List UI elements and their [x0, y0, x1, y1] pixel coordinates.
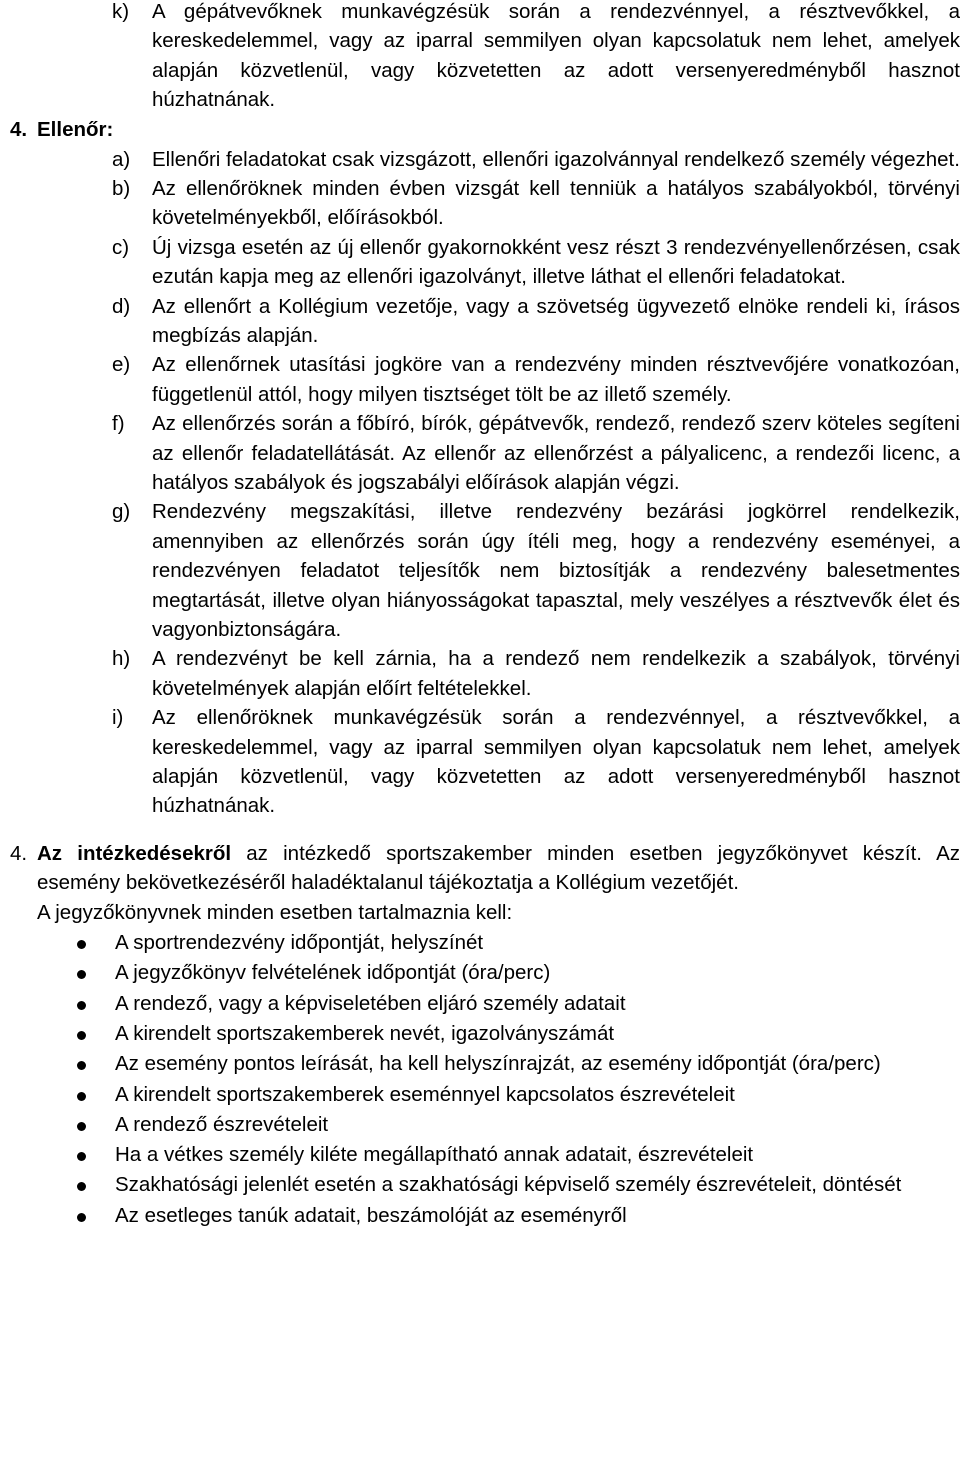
section-number: 4.	[10, 841, 28, 865]
list-item-text: Az ellenőrzés során a főbíró, bírók, gépátvevők, rendező, rendező szerv köteles segíteni az ellenőr feladatellátását. Az ellenőr az ellenőrzést a pályalicenc, a rendezői licenc, a hatályos szabályok és jogszabályi előírások alapján végzi.	[152, 412, 960, 494]
bullet-text: A sportrendezvény időpontját, helyszínét	[115, 931, 484, 955]
bullet-item	[0, 1019, 960, 1049]
list-item-label: a)	[112, 147, 131, 171]
section-number: 4.	[10, 117, 28, 141]
list-item-e	[0, 350, 960, 409]
bullet-text: Ha a vétkes személy kiléte megállapítható annak adatait, észrevételeit	[115, 1143, 754, 1167]
bullet-item	[0, 1110, 960, 1140]
list-item-text: Az ellenőrnek utasítási jogköre van a rendezvény minden résztvevőjére vonatkozóan, függetlenül attól, hogy milyen tisztséget tölt be az illető személy.	[152, 353, 960, 406]
list-item-text: Az ellenőrt a Kollégium vezetője, vagy a szövetség ügyvezető elnöke rendeli ki, írásos megbízás alapján.	[152, 294, 960, 347]
bullet-text: A kirendelt sportszakemberek eseménnyel kapcsolatos észrevételeit	[115, 1082, 735, 1106]
bullet-icon	[77, 1182, 86, 1191]
bullet-icon	[77, 1001, 86, 1010]
bullet-item	[0, 1201, 960, 1231]
bullet-icon	[77, 1092, 86, 1101]
bullet-item	[0, 928, 960, 958]
bullet-icon	[77, 970, 86, 979]
list-item-k	[0, 0, 960, 115]
bullet-icon	[77, 1213, 86, 1222]
bullet-item	[0, 1140, 960, 1170]
list-item-d	[0, 292, 960, 351]
list-item-g	[0, 497, 960, 644]
list-item-label: d)	[112, 294, 131, 318]
bullet-icon	[77, 940, 86, 949]
bullet-item	[0, 989, 960, 1019]
ellenor-lettered-list	[0, 145, 960, 821]
list-item-label: i)	[112, 706, 124, 730]
paragraph-text: az intézkedő sportszakember minden esetben jegyzőkönyvet készít. Az esemény bekövetkezéséről haladéktalanul tájékoztatja a Kollégium vezetőjét.	[37, 841, 960, 895]
bold-lead: Az intézkedésekről	[37, 841, 232, 865]
list-item-text: Az ellenőröknek minden évben vizsgát kell tenniük a hatályos szabályokból, törvényi követelményekből, előírásokból.	[152, 176, 960, 230]
bullet-icon	[77, 1061, 86, 1070]
intezkedesek-section	[0, 839, 960, 1231]
bullet-item	[0, 1049, 960, 1079]
list-item-i	[0, 703, 960, 821]
list-item-f	[0, 409, 960, 497]
bullet-text: Szakhatósági jelenlét esetén a szakhatósági képviselő személy észrevételeit, döntését	[115, 1173, 902, 1197]
bullet-text: A rendező, vagy a képviseletében eljáró személy adatait	[115, 991, 626, 1015]
intezkedesek-paragraph	[0, 839, 960, 898]
bullets-intro: A jegyzőkönyvnek minden esetben tartalmaznia kell:	[37, 900, 513, 924]
section-heading-ellenor	[0, 115, 960, 144]
list-item-text: Ellenőri feladatokat csak vizsgázott, ellenőri igazolvánnyal rendelkező személy végezhet.	[152, 147, 960, 171]
bullet-icon	[77, 1152, 86, 1161]
list-item-label: b)	[112, 176, 131, 200]
bullet-text: A jegyzőkönyv felvételének időpontját (óra/perc)	[115, 961, 551, 985]
list-item-text: A rendezvényt be kell zárnia, ha a rendező nem rendelkezik a szabályok, törvényi követelmények alapján előírt feltételekkel.	[152, 647, 960, 700]
list-item-c	[0, 233, 960, 292]
list-item-a	[0, 145, 960, 174]
list-item-h	[0, 644, 960, 703]
list-item-label: f)	[112, 412, 125, 436]
list-item-label: k)	[112, 0, 130, 23]
list-item-label: e)	[112, 353, 131, 377]
bullet-icon	[77, 1122, 86, 1131]
list-item-label: c)	[112, 235, 130, 259]
jegyzokonyv-bullet-list	[0, 928, 960, 1231]
bullet-text: A rendező észrevételeit	[115, 1112, 329, 1136]
list-item-label: g)	[112, 500, 131, 524]
bullet-text: A kirendelt sportszakemberek nevét, igazolványszámát	[115, 1021, 615, 1045]
bullet-item	[0, 958, 960, 988]
top-lettered-list	[0, 0, 960, 115]
bullet-item	[0, 1080, 960, 1110]
list-item-text: Az ellenőröknek munkavégzésük során a rendezvénnyel, a résztvevőkkel, a kereskedelemmel, vagy az iparral semmilyen olyan kapcsolatuk nem lehet, amelyek alapján közvetlenül, vagy közvetetten az adott versenyeredményből hasznot húzhatnának.	[152, 706, 960, 818]
list-item-b	[0, 174, 960, 233]
list-item-text: A gépátvevőknek munkavégzésük során a rendezvénnyel, a résztvevőkkel, a kereskedelemmel, vagy az iparral semmilyen olyan kapcsolatuk nem lehet, amelyek alapján közvetlenül, vagy közvetetten az adott versenyeredményből hasznot húzhatnának.	[152, 0, 960, 112]
bullet-item	[0, 1170, 960, 1200]
list-item-text: Új vizsga esetén az új ellenőr gyakornokként vesz részt 3 rendezvényellenőrzésen, csak ezután kapja meg az ellenőri igazolványt, illetve láthat el ellenőri feladatokat.	[152, 235, 960, 289]
bullet-text: Az esetleges tanúk adatait, beszámolóját az eseményről	[115, 1203, 627, 1227]
list-item-label: h)	[112, 647, 131, 671]
bullet-text: Az esemény pontos leírását, ha kell helyszínrajzát, az esemény időpontját (óra/perc)	[115, 1052, 881, 1076]
list-item-text: Rendezvény megszakítási, illetve rendezvény bezárási jogkörrel rendelkezik, amennyiben az ellenőrzés során úgy ítéli meg, hogy a rendezvény eseményei, a rendezvényen feladatot teljesítők nem biztosítják a rendezvény balesetmentes megtartását, illetve olyan hiányosságokat tapasztal, mely veszélyes a résztvevők élet és vagyonbiztonságára.	[152, 500, 960, 642]
section-title: Ellenőr:	[37, 117, 114, 141]
bullet-icon	[77, 1031, 86, 1040]
